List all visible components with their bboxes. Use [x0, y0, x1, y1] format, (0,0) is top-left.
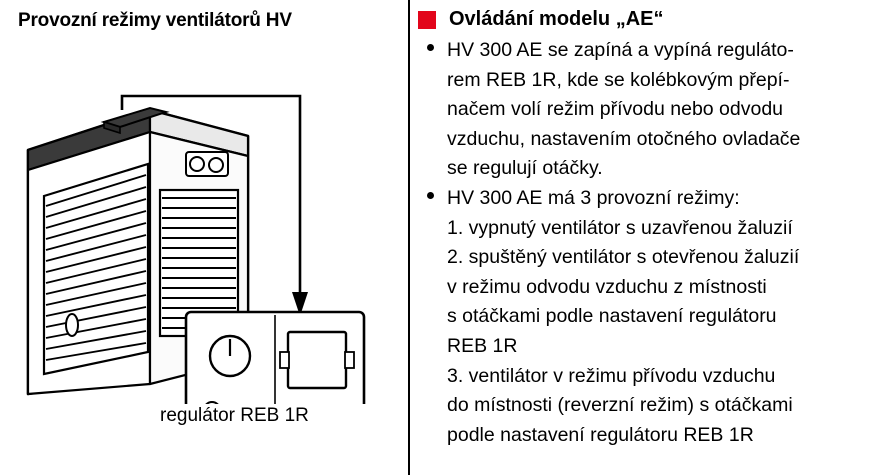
front-louver-grille: [44, 164, 148, 374]
list-item-line: rem REB 1R, kde se kolébkovým přepí-: [447, 68, 790, 91]
list-item-line: do místnosti (reverzní režim) s otáčkami: [447, 394, 793, 417]
section-heading: [418, 8, 663, 31]
vent-holes-icon: [186, 152, 228, 176]
list-item-line: vzduchu, nastavením otočného ovladače: [447, 127, 801, 150]
list-item-line: 1. vypnutý ventilátor s uzavřenou žaluzií: [447, 216, 793, 239]
left-column: [0, 0, 410, 475]
list-item-line: HV 300 AE má 3 provozní režimy:: [447, 186, 740, 209]
page-title: Provozní režimy ventilátorů HV: [18, 10, 292, 31]
red-square-marker-icon: [418, 11, 436, 29]
list-item-line: 2. spuštěný ventilátor s otevřenou žaluzií: [447, 246, 800, 269]
list-item-line: REB 1R: [447, 334, 518, 357]
list-item: [418, 36, 896, 184]
list-item-line: podle nastavení regulátoru REB 1R: [447, 423, 754, 446]
right-column: [418, 0, 896, 475]
list-item: [418, 184, 896, 450]
list-item-line: HV 300 AE se zapíná a vypíná reguláto-: [447, 39, 794, 61]
fan-diagram-svg: [0, 44, 410, 404]
bullet-list: [418, 36, 896, 450]
list-item-line: v režimu odvodu vzduchu z místnosti: [447, 275, 767, 298]
list-item-line: se regulují otáčky.: [447, 157, 603, 180]
list-item-line: s otáčkami podle nastavení regulátoru: [447, 305, 777, 328]
bullet-dot-icon: [427, 44, 434, 51]
section-heading-label: Ovládání modelu „AE“: [449, 8, 664, 30]
list-item-line: načem volí režim přívodu nebo odvodu: [447, 98, 784, 121]
list-item-line: 3. ventilátor v režimu přívodu vzduchu: [447, 364, 776, 387]
bullet-dot-icon: [427, 192, 434, 199]
figure-caption: regulátor REB 1R: [160, 405, 309, 426]
column-divider: [408, 0, 410, 475]
controller-device: [186, 312, 364, 404]
fan-diagram: [0, 44, 410, 404]
